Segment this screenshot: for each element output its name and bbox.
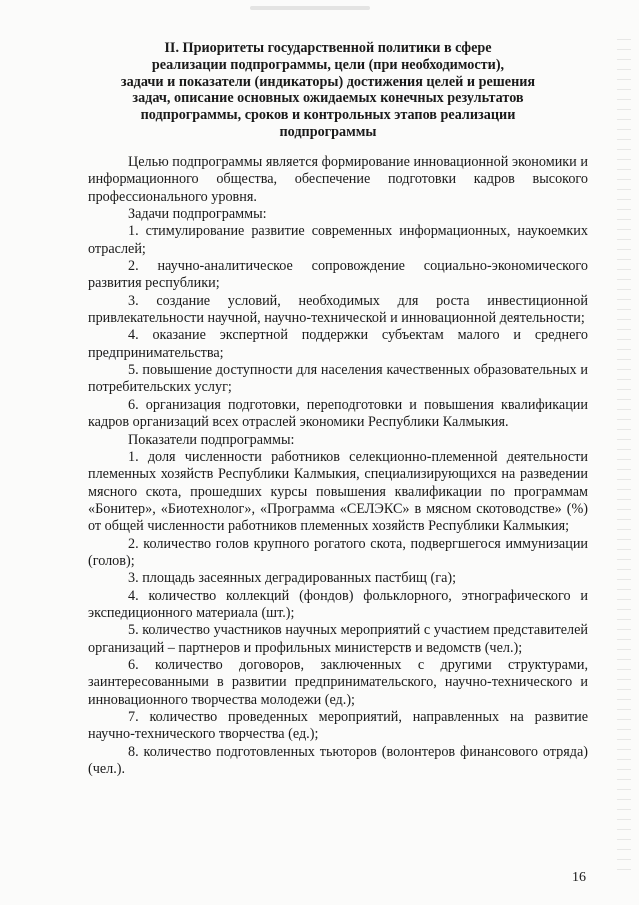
- indicator-item: 4. количество коллекций (фондов) фольклорного, этнографического и экспедиционного материала (шт.);: [88, 587, 588, 621]
- heading-line: реализации подпрограммы, цели (при необходимости),: [151, 56, 505, 73]
- indicator-item: 8. количество подготовленных тьюторов (волонтеров финансового отряда) (чел.).: [88, 743, 588, 778]
- heading-line: II. Приоритеты государственной политики в сфере: [164, 40, 492, 56]
- task-item: 2. научно-аналитическое сопровождение социально-экономического развития республики;: [88, 258, 588, 292]
- indicator-item: 2. количество голов крупного рогатого скота, подвергшегося иммунизации (голов);: [88, 535, 588, 569]
- task-item: 4. оказание экспертной поддержки субъектам малого и среднего предпринимательства;: [88, 327, 588, 361]
- goal-paragraph: Целью подпрограммы является формирование инновационной экономики и информационного общества, обеспечение подготовки кадров высокого профессионального уровня.: [88, 154, 588, 205]
- tasks-heading: Задачи подпрограммы:: [128, 206, 267, 223]
- indicator-item: 3. площадь засеянных деградированных пастбищ (га);: [128, 570, 457, 587]
- heading-line: подпрограммы: [279, 123, 377, 140]
- task-item: 6. организация подготовки, переподготовки и повышения квалификации кадров организаций всех отраслей экономики Республики Калмыкия.: [88, 396, 588, 431]
- indicator-item: 5. количество участников научных мероприятий с участием представителей организаций – партнеров и профильных министерств и ведомств (чел.);: [88, 622, 588, 656]
- indicator-item: 6. количество договоров, заключенных с другими структурами, заинтересованными в развитии предпринимательского, научно-технического и инновационного творчества молодежи (ед.);: [88, 656, 588, 708]
- body-text: [88, 154, 588, 778]
- section-heading: [118, 40, 538, 141]
- scan-smudge: [250, 6, 370, 10]
- indicator-item: 1. доля численности работников селекционно-племенной деятельности племенных хозяйств Республики Калмыкия, специализирующихся на разведении мясного скота, прошедших курсы повышения квалификации по программам «Бонитер», «Биотехнолог», «Программа «СЕЛЭКС» в мясном скотоводстве» (%) от общей численности работников племенных хозяйств Республики Калмыкия;: [88, 448, 588, 535]
- heading-line: подпрограммы, сроков и контрольных этапов реализации: [140, 107, 516, 124]
- task-item: 3. создание условий, необходимых для роста инвестиционной привлекательности научной, научно-технической и инновационной деятельности;: [88, 292, 588, 327]
- scan-edge-marks: [617, 30, 631, 870]
- indicators-heading: Показатели подпрограммы:: [128, 431, 295, 448]
- heading-line: задачи и показатели (индикаторы) достижения целей и решения: [120, 73, 536, 90]
- task-item: 5. повышение доступности для населения качественных образовательных и потребительских услуг;: [88, 362, 588, 396]
- task-item: 1. стимулирование развитие современных информационных, наукоемких отраслей;: [88, 223, 588, 257]
- indicator-item: 7. количество проведенных мероприятий, направленных на развитие научно-технического творчества (ед.);: [88, 709, 588, 743]
- heading-line: задач, описание основных ожидаемых конечных результатов: [132, 90, 524, 107]
- page-number: 16: [572, 870, 586, 885]
